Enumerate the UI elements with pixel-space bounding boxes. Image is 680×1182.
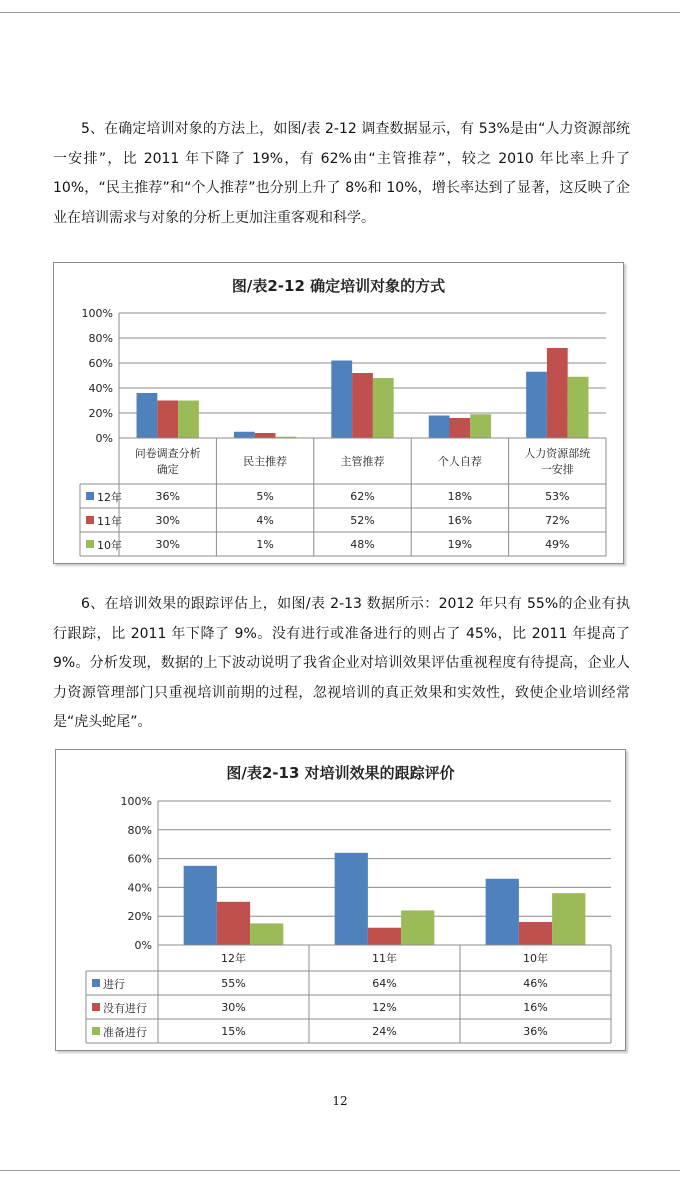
data-label: 30%: [155, 538, 180, 551]
page-number: 12: [332, 1094, 348, 1108]
y-tick-label: 100%: [120, 795, 152, 808]
data-label: 48%: [350, 538, 375, 551]
chart-2-12-frame: [53, 262, 624, 564]
bar: [184, 866, 217, 945]
data-label: 19%: [447, 538, 473, 551]
y-tick-label: 80%: [88, 332, 113, 345]
chart-2-12: [54, 263, 623, 563]
bar: [486, 879, 519, 945]
category-label: 个人自荐: [437, 455, 482, 468]
legend-label: 进行: [103, 978, 125, 991]
category-label: 人力资源部统一安排: [524, 447, 591, 476]
bar: [178, 401, 199, 439]
category-label: 11年: [372, 952, 397, 965]
y-tick-label: 40%: [88, 382, 113, 395]
bar: [368, 928, 401, 945]
bar: [137, 393, 158, 438]
y-tick-label: 0%: [134, 939, 152, 952]
legend-label: 没有进行: [103, 1002, 147, 1015]
legend-label: 12年: [97, 491, 122, 504]
bar: [450, 418, 471, 438]
data-label: 64%: [372, 977, 397, 990]
legend-swatch: [86, 492, 94, 500]
chart-2-12-title: 图/表2-12 确定培训对象的方式: [231, 277, 446, 295]
data-label: 16%: [523, 1001, 548, 1014]
data-label: 1%: [256, 538, 274, 551]
bar: [401, 910, 434, 945]
data-label: 24%: [372, 1025, 397, 1038]
bar: [335, 853, 368, 945]
paragraph-2: 6、在培训效果的跟踪评估上，如图/表 2-13 数据所示：2012 年只有 55%的企业有执行跟踪，比 2011 年下降了 9%。没有进行或准备进行的则占了 45%，比 2011 年提高了 9%。分析发现，数据的上下波动说明了我省企业对培训效果评估重视程度有待提高，企业人力资源管理部门只重视培训前期的过程，忽视培训的真正效果和实效性，致使企业培训经常是“虎头蛇尾”。: [53, 596, 630, 730]
paragraph-1: 5、在确定培训对象的方法上，如图/表 2-12 调查数据显示，有 53%是由“人力资源部统一安排”，比 2011 年下降了 19%，有 62%由“主管推荐”，较之 2010 年比率上升了10%，“民主推荐”和“个人推荐”也分别上升了 8%和 10%，增长率达到了显著，这反映了企业在培训需求与对象的分析上更加注重客观和科学。: [53, 121, 630, 226]
category-label: 主管推荐: [340, 455, 385, 468]
y-tick-label: 100%: [81, 307, 113, 320]
category-label: 10年: [523, 952, 548, 965]
bar: [234, 432, 255, 438]
data-label: 30%: [221, 1001, 246, 1014]
y-tick-label: 40%: [127, 881, 152, 895]
bar: [547, 348, 568, 438]
bottom-border-line: [0, 1170, 680, 1171]
data-label: 30%: [155, 514, 180, 527]
bar: [552, 893, 585, 945]
data-label: 18%: [447, 490, 473, 503]
y-tick-label: 0%: [95, 432, 113, 445]
legend-label: 准备进行: [103, 1026, 147, 1039]
y-tick-label: 20%: [88, 407, 113, 420]
data-label: 12%: [372, 1001, 397, 1014]
bar: [331, 361, 352, 439]
legend-swatch: [92, 1027, 100, 1035]
bar: [255, 433, 276, 438]
data-label: 52%: [350, 514, 375, 527]
bar: [373, 378, 394, 438]
category-label: 民主推荐: [243, 455, 288, 468]
y-tick-label: 20%: [127, 910, 152, 924]
y-tick-label: 60%: [127, 852, 152, 866]
legend-swatch: [86, 516, 94, 524]
y-tick-label: 80%: [127, 823, 152, 837]
y-tick-label: 60%: [88, 357, 113, 370]
data-label: 16%: [447, 514, 473, 527]
bar: [157, 401, 178, 439]
data-label: 49%: [545, 538, 570, 551]
legend-label: 10年: [97, 539, 122, 552]
top-border-line: [0, 12, 680, 13]
bar: [519, 922, 552, 945]
bar: [568, 377, 589, 438]
legend-swatch: [92, 979, 100, 987]
bar: [470, 414, 491, 438]
data-label: 4%: [256, 514, 274, 527]
data-label: 53%: [545, 490, 570, 503]
chart-2-13: [56, 750, 625, 1050]
data-label: 62%: [350, 490, 375, 503]
chart-2-13-frame: [55, 749, 626, 1051]
bar: [429, 416, 450, 439]
data-label: 36%: [523, 1025, 548, 1038]
bar: [526, 372, 547, 438]
data-label: 46%: [523, 977, 548, 990]
legend-swatch: [86, 540, 94, 548]
data-label: 55%: [221, 977, 246, 990]
bar: [352, 373, 373, 438]
category-label: 12年: [221, 952, 246, 965]
data-label: 5%: [256, 490, 274, 503]
data-label: 36%: [155, 490, 180, 503]
data-label: 72%: [545, 514, 570, 527]
bar: [250, 923, 283, 945]
category-label: 问卷调查分析确定: [134, 447, 201, 476]
bar: [217, 902, 250, 945]
chart-2-13-title: 图/表2-13 对培训效果的跟踪评价: [226, 764, 455, 782]
data-label: 15%: [221, 1025, 246, 1038]
legend-swatch: [92, 1003, 100, 1011]
legend-label: 11年: [97, 515, 122, 528]
